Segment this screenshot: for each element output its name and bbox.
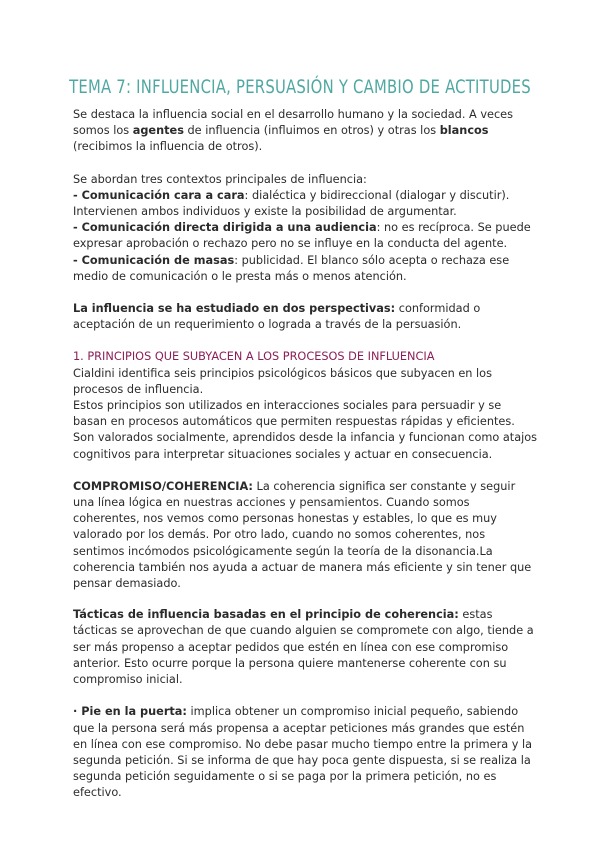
context-item-label: - Comunicación cara a cara <box>73 188 245 202</box>
intro-text-3: (recibimos la influencia de otros). <box>73 140 263 154</box>
context-item <box>73 220 538 252</box>
context-item-text: : publicidad. El blanco sólo acepta o rechaza ese medio de comunicación o le presta más o menos atención. <box>73 253 510 283</box>
intro-bold-agentes: agentes <box>132 124 184 138</box>
foot-in-door-text: implica obtener un compromiso inicial pequeño, sabiendo que la persona será más propensa a aceptar peticiones más grandes que estén en línea con ese compromiso. No debe pasar mucho tiempo entre la primera y la segunda petición. Si se informa de que hay poca gente dispuesta, si se realiza la segunda petición seguidamente o si se paga por la primera petición, no es efectivo. <box>73 705 533 800</box>
intro-bold-blancos: blancos <box>439 124 489 138</box>
perspectives-label: La influencia se ha estudiado en dos perspectivas: <box>73 302 396 316</box>
context-item <box>73 188 538 220</box>
context-item-label: - Comunicación directa dirigida a una audiencia <box>73 221 377 235</box>
context-item-text: : dialéctica y bidireccional (dialogar y discutir). Intervienen ambos individuos y existe la posibilidad de argumentar. <box>73 188 510 219</box>
coherence-text: La coherencia significa ser constante y seguir una línea lógica en nuestras acciones y pensamientos. Cuando somos coherentes, nos vemos como personas honestas y estables, lo que es muy valorado por los demás. Por otro lado, cuando no somos coherentes, nos sentimos incómodos psicológicamente según la teoría de la disonancia.La coherencia también nos ayuda a actuar de manera más eficiente y sin tener que pensar demasiado. <box>73 479 532 591</box>
coherence-paragraph <box>73 479 538 592</box>
context-item-text: : no es recíproca. Se puede expresar aprobación o rechazo pero no se influye en la conducta del agente. <box>73 221 531 251</box>
section-heading: 1. PRINCIPIOS QUE SUBYACEN A LOS PROCESOS DE INFLUENCIA <box>73 350 435 364</box>
tactics-label: Tácticas de influencia basadas en el principio de coherencia: <box>73 608 459 622</box>
tactics-text: estas tácticas se aprovechan de que cuando alguien se compromete con algo, tiende a ser más propenso a aceptar pedidos que estén en línea con ese compromiso anterior. Esto ocurre porque la persona quiere mantenerse coherente con su compromiso inicial. <box>73 608 534 687</box>
section-paragraph-2: Estos principios son utilizados en interacciones sociales para persuadir y se basan en procesos automáticos que permiten respuestas rápidas y eficientes. Son valorados socialmente, aprendidos desde la infancia y funcionan como atajos cognitivos para interpretar situaciones sociales y actuar en consecuencia. <box>73 399 538 461</box>
tactics-paragraph <box>73 607 538 688</box>
foot-in-door-label: · Pie en la puerta: <box>73 705 187 719</box>
perspectives-text: conformidad o aceptación de un requerimiento o lograda a través de la persuasión. <box>73 302 481 332</box>
contexts-lead: Se abordan tres contextos principales de influencia: <box>73 172 367 186</box>
page-title: TEMA 7: INFLUENCIA, PERSUASIÓN Y CAMBIO DE ACTITUDES <box>69 76 531 98</box>
context-item <box>73 253 538 285</box>
foot-in-door-paragraph <box>73 704 538 801</box>
document-body <box>73 107 538 802</box>
intro-text-2: de influencia (influimos en otros) y otras los <box>183 124 440 138</box>
intro-paragraph <box>73 107 538 156</box>
perspectives-paragraph <box>73 301 538 333</box>
section-paragraph-1: Cialdini identifica seis principios psicológicos básicos que subyacen en los procesos de influencia. <box>73 366 492 396</box>
coherence-label: COMPROMISO/COHERENCIA: <box>73 479 253 493</box>
context-item-label: - Comunicación de masas <box>73 253 235 267</box>
intro-text-1: Se destaca la influencia social en el desarrollo humano y la sociedad. A veces somos los <box>73 108 514 138</box>
